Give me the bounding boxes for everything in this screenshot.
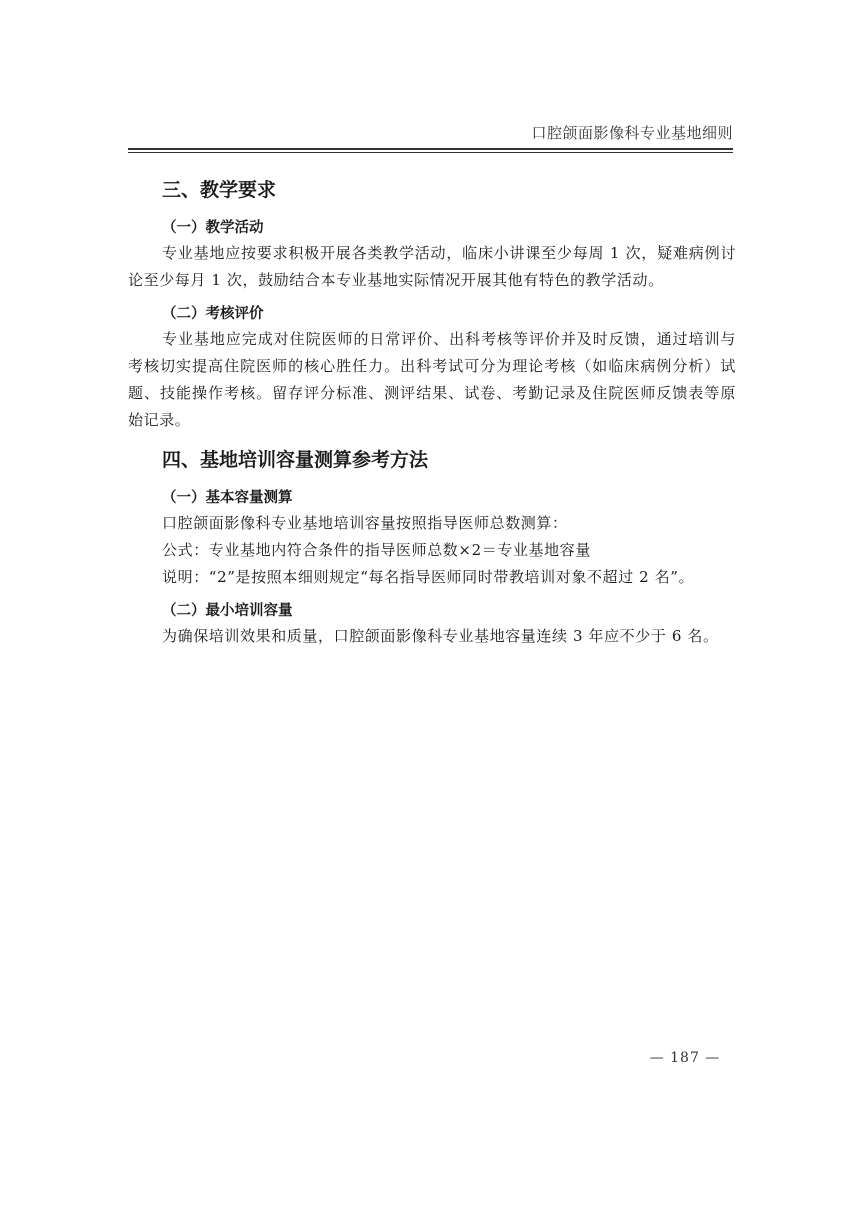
header-rule bbox=[128, 148, 733, 150]
header-rule-thin bbox=[128, 152, 733, 153]
section-heading-teaching-requirements: 三、教学要求 bbox=[162, 179, 277, 201]
capacity-formula-line: 公式：专业基地内符合条件的指导医师总数×2＝专业基地容量 bbox=[162, 541, 591, 559]
running-header: 口腔颌面影像科专业基地细则 bbox=[531, 124, 733, 142]
section-heading-capacity-calculation: 四、基地培训容量测算参考方法 bbox=[162, 449, 429, 471]
subsection-heading-minimum-capacity: （二）最小培训容量 bbox=[162, 603, 293, 619]
capacity-basis-line: 口腔颌面影像科专业基地培训容量按照指导医师总数测算： bbox=[162, 514, 568, 532]
subsection-heading-assessment: （二）考核评价 bbox=[162, 306, 264, 322]
page-number: — 187 — bbox=[649, 1050, 721, 1066]
capacity-note-line: 说明：“2”是按照本细则规定“每名指导医师同时带教培训对象不超过 2 名”。 bbox=[162, 568, 695, 586]
page-body bbox=[128, 172, 736, 650]
paragraph-assessment: 专业基地应完成对住院医师的日常评价、出科考核等评价并及时反馈，通过培训与考核切实提高住院医师的核心胜任力。出科考试可分为理论考核（如临床病例分析）试题、技能操作考核。留存评分标准、测评结果、试卷、考勤记录及住院医师反馈表等原始记录。 bbox=[128, 330, 736, 429]
paragraph-teaching-activities: 专业基地应按要求积极开展各类教学活动，临床小讲课至少每周 1 次，疑难病例讨论至少每月 1 次，鼓励结合本专业基地实际情况开展其他有特色的教学活动。 bbox=[128, 244, 736, 289]
subsection-heading-basic-capacity: （一）基本容量测算 bbox=[162, 490, 293, 506]
paragraph-minimum-capacity: 为确保培训效果和质量，口腔颌面影像科专业基地容量连续 3 年应不少于 6 名。 bbox=[162, 627, 719, 645]
subsection-heading-teaching-activities: （一）教学活动 bbox=[162, 220, 264, 236]
